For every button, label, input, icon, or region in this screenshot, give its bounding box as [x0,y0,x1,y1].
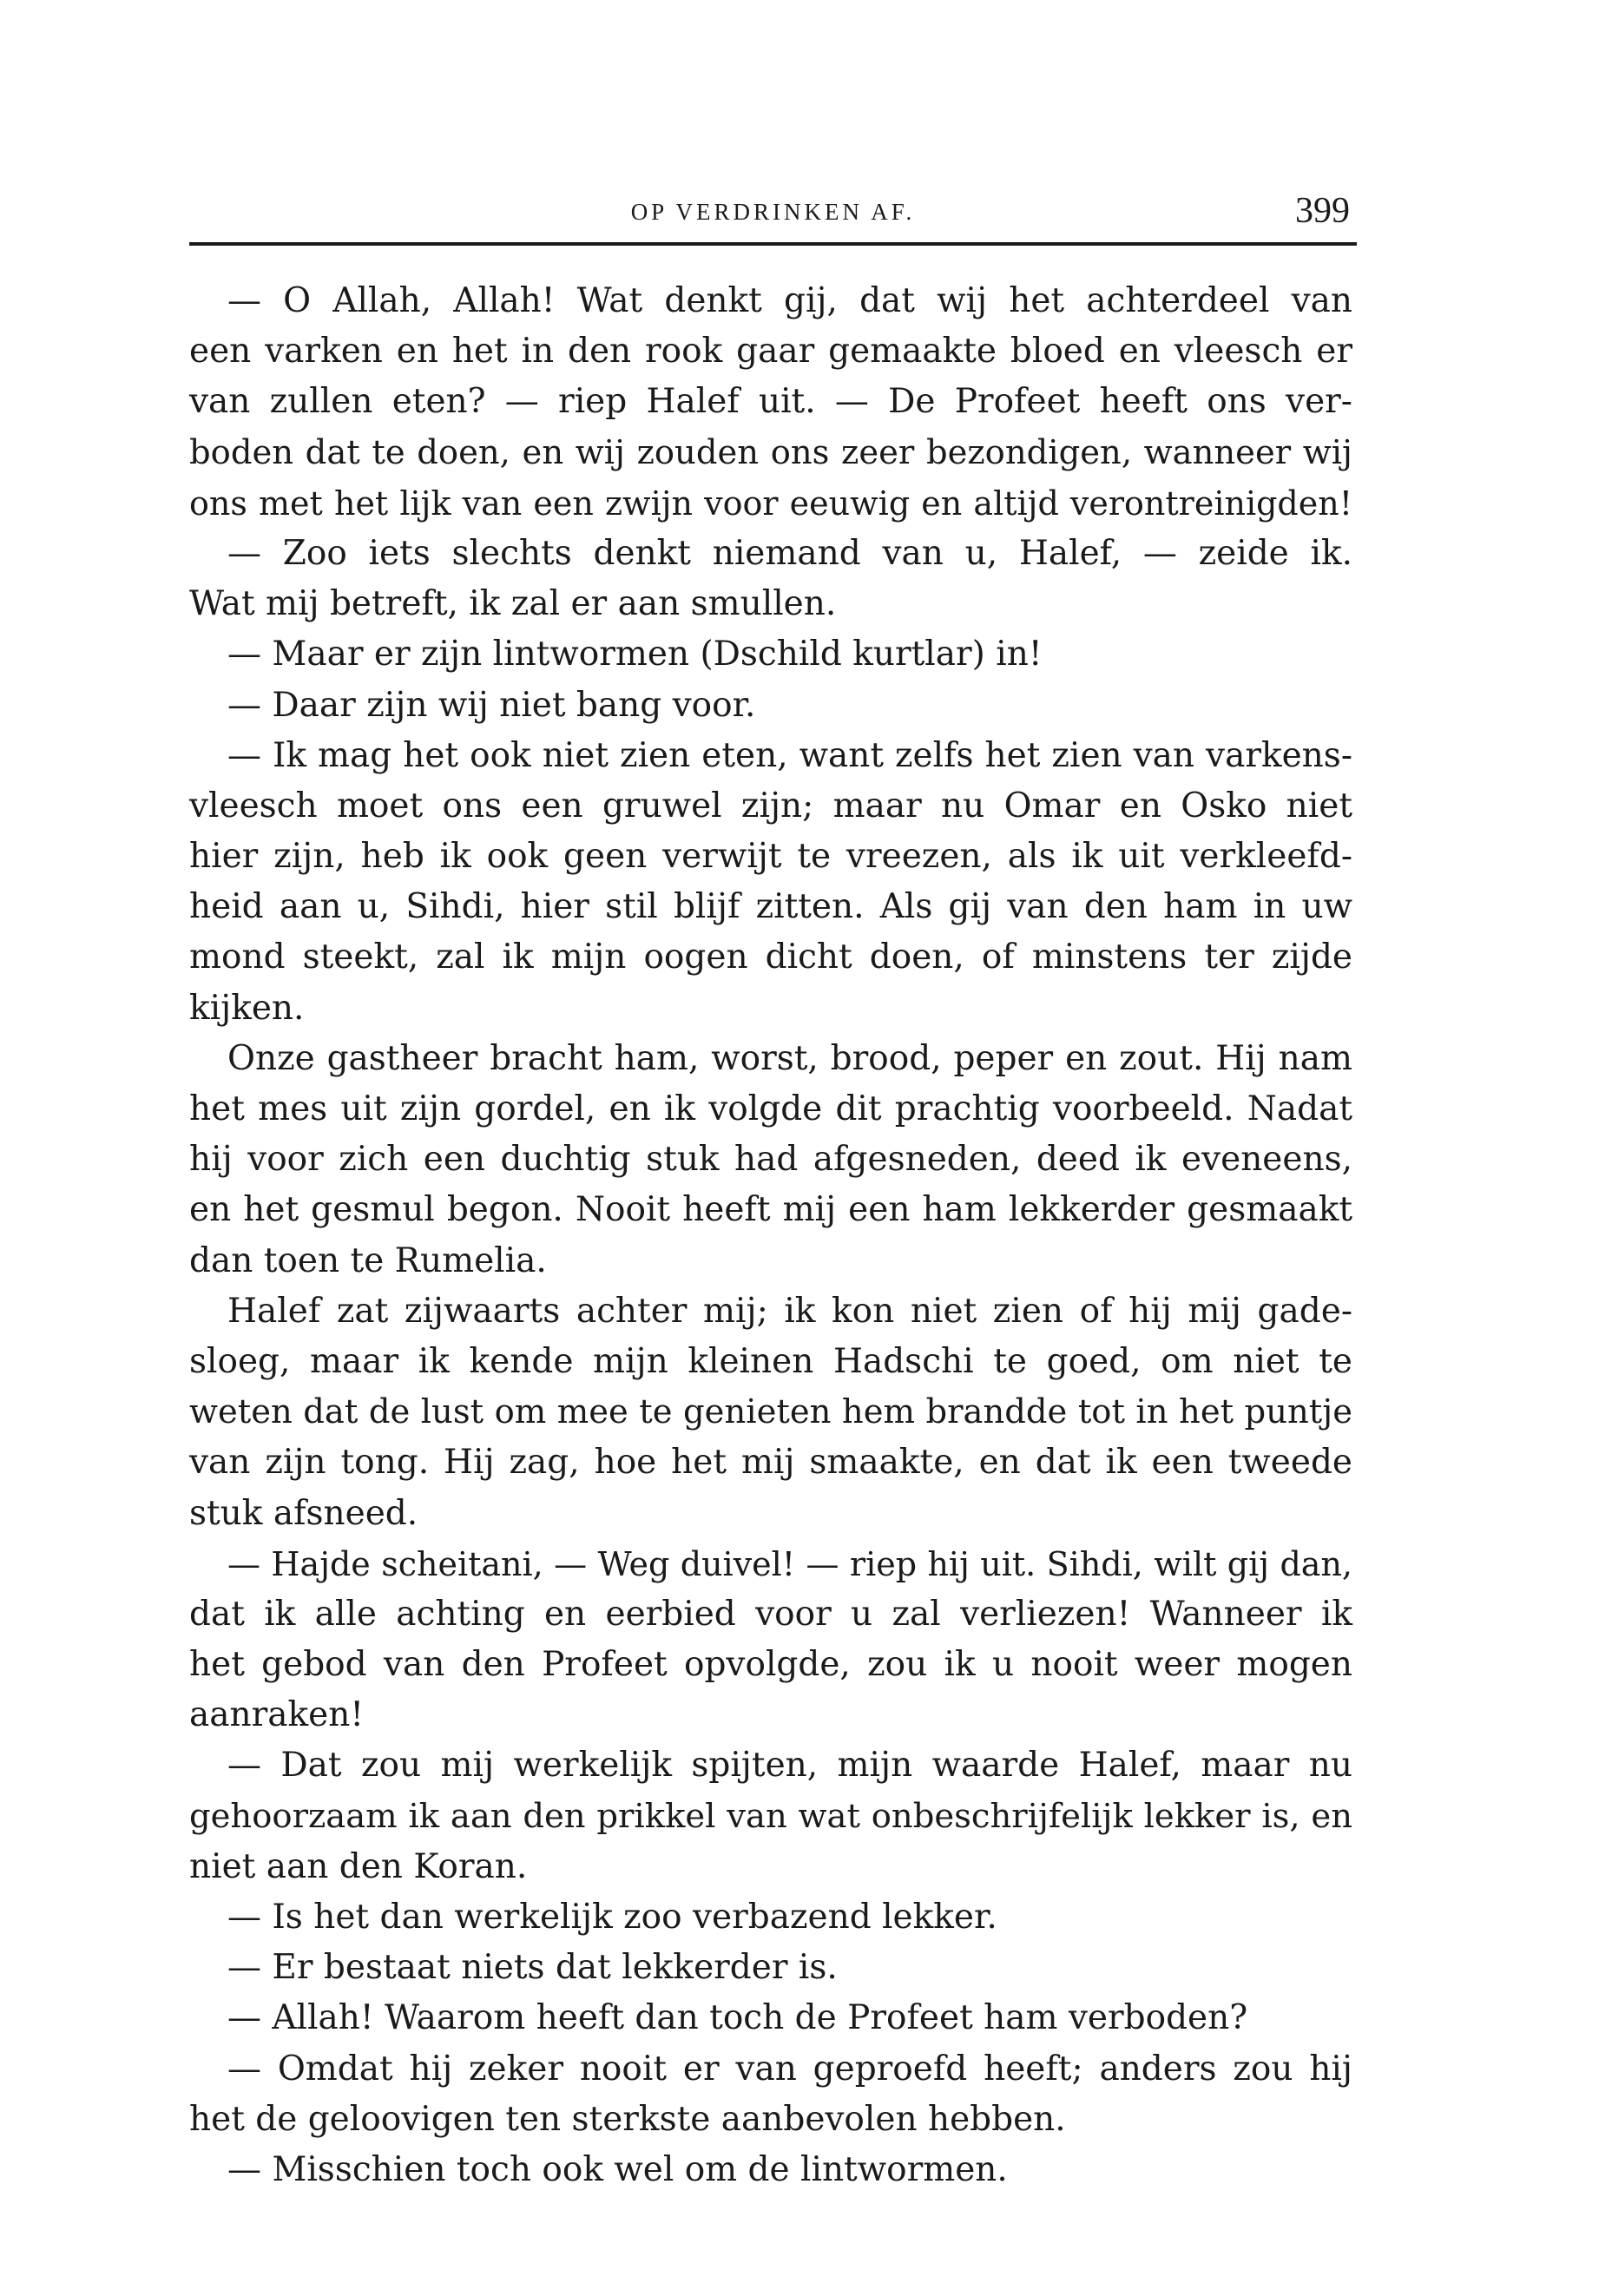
text-line: heid aan u, Sihdi, hier stil blijf zitten. Als gij van den ham in uw [189,887,1352,927]
text-line: — Er bestaat niets dat lekkerder is. [227,1948,838,1988]
text-line: ons met het lijk van een zwijn voor eeuwig en altijd verontreinigden! [189,484,1352,523]
text-line: het mes uit zijn gordel, en ik volgde dit prachtig voorbeeld. Nadat [189,1089,1352,1128]
text-line: — Daar zijn wij niet bang voor. [227,685,756,725]
page-header [189,191,1357,239]
text-line: — Zoo iets slechts denkt niemand van u, Halef, — zeide ik. [227,533,1352,573]
text-line: — Misschien toch ook wel om de lintwormen. [227,2149,1008,2189]
text-line: dat ik alle achting en eerbied voor u zal verliezen! Wanneer ik [189,1594,1352,1634]
text-line: vleesch moet ons een gruwel zijn; maar nu Omar en Osko niet [189,786,1352,826]
text-line: — Is het dan werkelijk zoo verbazend lekker. [227,1898,997,1937]
page-number: 399 [1295,191,1350,231]
text-line: hij voor zich een duchtig stuk had afgesneden, deed ik eveneens, [189,1140,1352,1180]
text-line: — Maar er zijn lintwormen (Dschild kurtlar) in! [227,635,1043,674]
text-line: het gebod van den Profeet opvolgde, zou ik u nooit weer mogen [189,1645,1352,1685]
text-line: Onze gastheer bracht ham, worst, brood, peper en zout. Hij nam [227,1038,1352,1078]
text-line: — Omdat hij zeker nooit er van geproefd heeft; anders zou hij [227,2049,1352,2089]
text-line: — Allah! Waarom heeft dan toch de Profeet ham verboden? [227,1998,1248,2038]
body-text [189,276,1352,2195]
text-line: — O Allah, Allah! Wat denkt gij, dat wij het achterdeel van [227,281,1352,320]
text-line: van zullen eten? — riep Halef uit. — De Profeet heeft ons ver- [189,382,1352,422]
text-line: boden dat te doen, en wij zouden ons zeer bezondigen, wanneer wij [189,432,1352,472]
text-line: een varken en het in den rook gaar gemaakte bloed en vleesch er [189,332,1352,372]
text-line: stuk afsneed. [189,1493,418,1533]
text-line: niet aan den Koran. [189,1846,528,1886]
text-line: hier zijn, heb ik ook geen verwijt te vreezen, als ik uit verkleefd- [189,837,1352,877]
text-line: en het gesmul begon. Nooit heeft mij een ham lekkerder gesmaakt [189,1190,1352,1230]
running-head: OP VERDRINKEN AF. [630,199,916,225]
text-line: gehoorzaam ik aan den prikkel van wat onbeschrijfelijk lekker is, en [189,1796,1352,1836]
text-line: Halef zat zijwaarts achter mij; ik kon niet zien of hij mij gade- [227,1291,1352,1331]
text-line: — Hajde scheitani, — Weg duivel! — riep hij uit. Sihdi, wilt gij dan, [227,1544,1352,1583]
text-line: kijken. [189,988,305,1028]
text-line: dan toen te Rumelia. [189,1240,547,1280]
text-line: mond steekt, zal ik mijn oogen dicht doen, of minstens ter zijde [189,937,1352,977]
header-rule [189,242,1357,246]
text-line: sloeg, maar ik kende mijn kleinen Hadschi te goed, om niet te [189,1341,1352,1381]
text-line: Wat mij betreft, ik zal er aan smullen. [189,584,837,624]
text-line: het de geloovigen ten sterkste aanbevolen hebben. [189,2099,1066,2139]
text-line: — Ik mag het ook niet zien eten, want zelfs het zien van varkens- [227,735,1352,775]
text-line: aanraken! [189,1695,365,1735]
text-line: — Dat zou mij werkelijk spijten, mijn waarde Halef, maar nu [227,1746,1352,1786]
text-line: weten dat de lust om mee te genieten hem brandde tot in het puntje [189,1392,1352,1432]
text-line: van zijn tong. Hij zag, hoe het mij smaakte, en dat ik een tweede [189,1443,1352,1483]
